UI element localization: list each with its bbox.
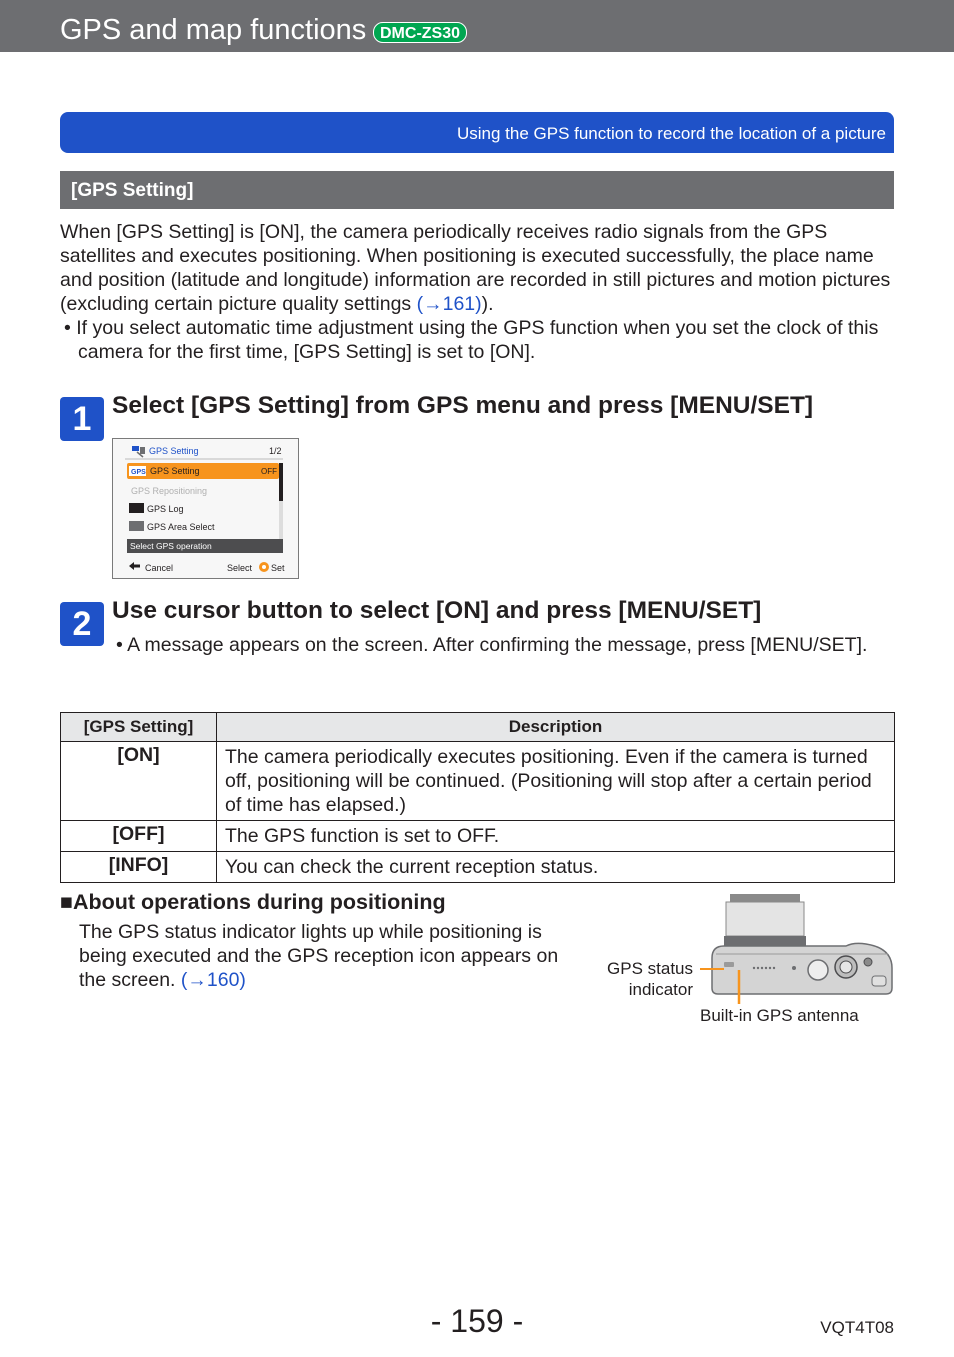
cam-item-1: GPS Setting <box>150 466 200 476</box>
row-description: You can check the current reception status. <box>217 852 895 883</box>
intro-end: ). <box>481 293 494 315</box>
cam-select: Select <box>227 563 253 573</box>
intro-bullet: • If you select automatic time adjustment using the GPS function when you set the clock of this camera for the first time, [GPS Setting] is set to [ON]. <box>64 317 879 363</box>
chapter-bar-text: Using the GPS function to record the location of a picture <box>456 124 886 143</box>
gps-setting-table <box>60 712 895 883</box>
cam-menu-title: GPS Setting <box>149 446 199 456</box>
page-header <box>0 0 954 52</box>
table-header-row <box>61 713 895 742</box>
table-row <box>61 821 895 852</box>
gps-status-label: GPS status indicator <box>607 959 693 999</box>
about-title: ■About operations during positioning <box>60 890 446 914</box>
camera-menu-screenshot <box>112 438 299 579</box>
page-link-161[interactable]: (→161) <box>416 293 482 315</box>
camera-top-view-figure <box>596 892 896 1032</box>
cam-set: Set <box>271 563 285 573</box>
power-button <box>864 958 872 966</box>
intro-text: When [GPS Setting] is [ON], the camera periodically receives radio signals from the GPS satellites and executes positioning. When positioning is executed successfully, the place name and position (latitude and longitude) information are recorded in still pictures and motion pictures (excluding certain picture quality settings <box>60 221 891 315</box>
step-2-badge: 2 <box>60 602 104 646</box>
page-number: - 159 - <box>430 1303 524 1339</box>
section-bar <box>60 171 894 209</box>
cam-item-2: GPS Repositioning <box>131 486 208 496</box>
chapter-bar <box>60 112 894 153</box>
model-badge: DMC-ZS30 <box>373 22 467 43</box>
step-1-title: Select [GPS Setting] from GPS menu and press [MENU/SET] <box>112 392 814 419</box>
gps-antenna-label: Built-in GPS antenna <box>700 1006 859 1025</box>
camera-menu-graphic <box>113 439 298 578</box>
cam-cancel: Cancel <box>145 563 174 573</box>
shutter-button <box>808 960 828 980</box>
row-description: The camera periodically executes positioning. Even if the camera is turned off, positioning will be continued. (Positioning will stop after a certain period of time has elapsed.) <box>217 742 895 821</box>
cam-hint: Select GPS operation <box>130 541 212 551</box>
zoom-lever <box>872 976 886 986</box>
step-2-title: Use cursor button to select [ON] and press [MENU/SET] <box>112 597 762 624</box>
lens-ring <box>730 894 800 902</box>
intro-paragraph <box>60 220 894 316</box>
page-link-160[interactable]: (→160) <box>180 969 246 991</box>
document-code: VQT4T08 <box>820 1318 894 1337</box>
cam-menu-page: 1/2 <box>269 446 282 456</box>
gps-log-icon <box>129 503 144 513</box>
step-2-note: • A message appears on the screen. After confirming the message, press [MENU/SET]. <box>116 634 868 656</box>
gps-area-icon <box>129 521 144 531</box>
table-header-description: Description <box>217 713 895 742</box>
cam-item-1-value: OFF <box>261 467 277 476</box>
svg-text:GPS: GPS <box>131 469 146 476</box>
header-title: GPS and map functions <box>60 14 367 46</box>
gps-status-indicator <box>724 962 734 967</box>
cursor-button-icon <box>259 562 269 572</box>
microphone-icon <box>792 966 796 970</box>
section-title: [GPS Setting] <box>71 180 194 201</box>
about-paragraph <box>79 920 569 992</box>
lens-barrel <box>726 902 804 936</box>
cam-scrollbar <box>279 463 283 501</box>
table-row <box>61 742 895 821</box>
step-1-badge: 1 <box>60 397 104 441</box>
table-header-setting: [GPS Setting] <box>61 713 217 742</box>
row-setting: [OFF] <box>61 821 217 852</box>
cam-item-3: GPS Log <box>147 504 184 514</box>
table-row <box>61 852 895 883</box>
row-setting: [INFO] <box>61 852 217 883</box>
row-description: The GPS function is set to OFF. <box>217 821 895 852</box>
lens-base <box>724 936 806 946</box>
row-setting: [ON] <box>61 742 217 821</box>
about-text: The GPS status indicator lights up while positioning is being executed and the GPS reception icon appears on the screen. <box>79 921 559 991</box>
cam-item-4: GPS Area Select <box>147 522 215 532</box>
